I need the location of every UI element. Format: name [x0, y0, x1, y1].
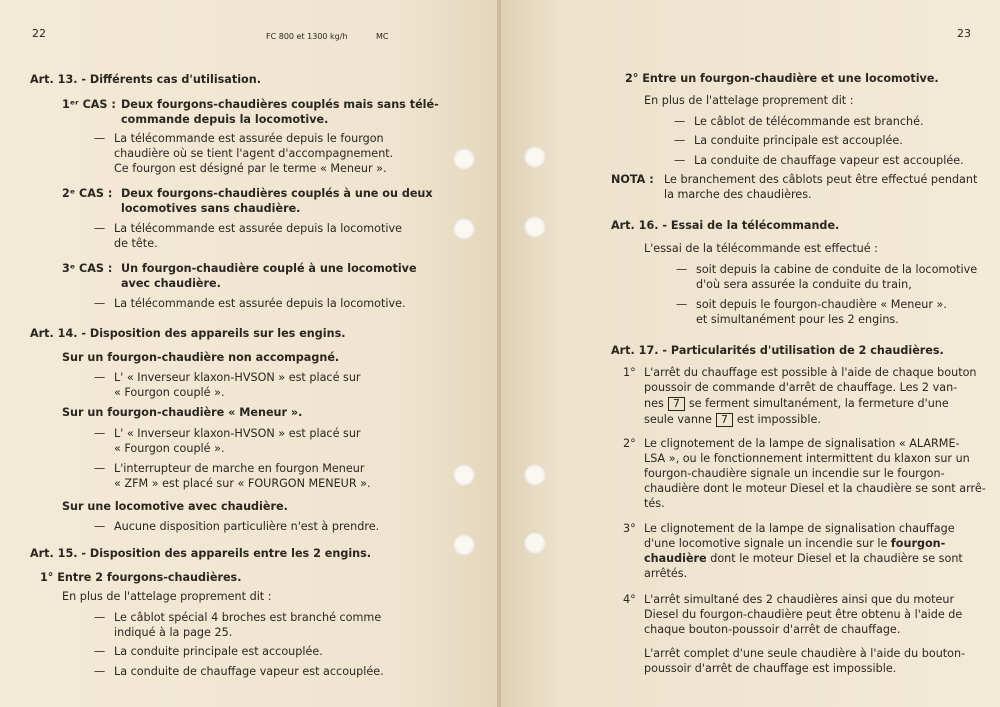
art14-title: Art. 14. - Disposition des appareils sur les engins.	[30, 327, 346, 340]
cas2-label: 2ᵉ CAS :	[62, 187, 113, 200]
art17-title: Art. 17. - Particularités d'utilisation de 2 chaudières.	[611, 344, 944, 357]
art15-title: Art. 15. - Disposition des appareils entre les 2 engins.	[30, 547, 372, 560]
dash: —	[94, 371, 106, 384]
binder-hole	[524, 146, 546, 168]
cas1-text-2: chaudière où se tient l'agent d'accompagnement.	[114, 147, 394, 160]
dash: —	[94, 645, 106, 658]
binder-hole	[524, 216, 546, 238]
dash: —	[94, 427, 106, 440]
item-number: 2°	[623, 437, 636, 450]
page-number: 23	[957, 27, 971, 40]
art14-sub1-text-2: « Fourgon couplé ».	[114, 386, 225, 399]
nota-text-2: la marche des chaudières.	[664, 188, 812, 201]
case2-item3: La conduite de chauffage vapeur est accouplée.	[694, 154, 964, 167]
cas1-label: 1ᵉʳ CAS :	[62, 98, 116, 111]
valve-number-box: 7	[668, 397, 685, 411]
cas1-text: La télécommande est assurée depuis le fourgon	[114, 132, 384, 145]
dash: —	[94, 520, 106, 533]
art17-p3: Le clignotement de la lampe de signalisation chauffage	[644, 522, 955, 535]
art15-case1: 1° Entre 2 fourgons-chaudières.	[40, 571, 242, 584]
dash: —	[674, 115, 686, 128]
art16-b: soit depuis le fourgon-chaudière « Meneur ».	[696, 298, 947, 311]
dash: —	[94, 611, 106, 624]
art17-p1: L'arrêt du chauffage est possible à l'aide de chaque bouton	[644, 366, 977, 379]
art14-sub3-text: Aucune disposition particulière n'est à prendre.	[114, 520, 380, 533]
art14-sub2-b-2: « ZFM » est placé sur « FOURGON MENEUR ».	[114, 477, 371, 490]
art14-sub2-a-2: « Fourgon couplé ».	[114, 442, 225, 455]
dash: —	[674, 154, 686, 167]
art17-p4-3: chaque bouton-poussoir d'arrêt de chauffage.	[644, 623, 901, 636]
cas2-text: La télécommande est assurée depuis la locomotive	[114, 222, 402, 235]
binder-hole	[524, 464, 546, 486]
item-number: 3°	[623, 522, 636, 535]
running-header: FC 800 et 1300 kg/h	[266, 32, 348, 41]
cas2-text-2: de tête.	[114, 237, 158, 250]
art17-p2-2: LSA », ou le fonctionnement intermittent du klaxon sur un	[644, 452, 970, 465]
cas1-heading-2: commande depuis la locomotive.	[121, 113, 329, 126]
cas3-label: 3ᵉ CAS :	[62, 262, 113, 275]
art15-item2: La conduite principale est accouplée.	[114, 645, 323, 658]
art14-sub2-a: L' « Inverseur klaxon-HVSON » est placé sur	[114, 427, 361, 440]
art17-p3-3: chaudière dont le moteur Diesel et la chaudière se sont	[644, 552, 963, 565]
art16-title: Art. 16. - Essai de la télécommande.	[611, 219, 840, 232]
right-page	[501, 0, 1000, 707]
dash: —	[94, 297, 106, 310]
binder-hole	[453, 464, 475, 486]
item-number: 1°	[623, 366, 636, 379]
art17-p2-5: tés.	[644, 497, 665, 510]
binder-hole	[453, 148, 475, 170]
art17-p5: L'arrêt complet d'une seule chaudière à l'aide du bouton-	[644, 647, 966, 660]
cas1-heading: Deux fourgons-chaudières couplés mais sans télé-	[121, 98, 439, 111]
art17-p5-2: poussoir d'arrêt de chauffage est impossible.	[644, 662, 897, 675]
cas1-text-3: Ce fourgon est désigné par le terme « Meneur ».	[114, 162, 387, 175]
case2-intro: En plus de l'attelage proprement dit :	[644, 94, 854, 107]
nota-text: Le branchement des câblots peut être effectué pendant	[664, 173, 978, 186]
art17-p1-3: nes 7 se ferment simultanément, la fermeture d'une	[644, 397, 949, 410]
art13-title: Art. 13. - Différents cas d'utilisation.	[30, 73, 261, 86]
art17-p1-2: poussoir de commande d'arrêt de chauffage. Les 2 van-	[644, 381, 958, 394]
art17-p4: L'arrêt simultané des 2 chaudières ainsi que du moteur	[644, 593, 955, 606]
art14-sub1-text: L' « Inverseur klaxon-HVSON » est placé sur	[114, 371, 361, 384]
case2-item1: Le câblot de télécommande est branché.	[694, 115, 924, 128]
dash: —	[674, 134, 686, 147]
art17-p3-4: arrêtés.	[644, 567, 688, 580]
cas2-heading-2: locomotives sans chaudière.	[121, 202, 301, 215]
art17-p4-2: Diesel du fourgon-chaudière peut être obtenu à l'aide de	[644, 608, 963, 621]
binder-hole	[524, 532, 546, 554]
binder-hole	[453, 534, 475, 556]
art16-b-2: et simultanément pour les 2 engins.	[696, 313, 899, 326]
dash: —	[94, 665, 106, 678]
art17-p3-2: d'une locomotive signale un incendie sur le fourgon-	[644, 537, 946, 550]
art16-a: soit depuis la cabine de conduite de la locomotive	[696, 263, 978, 276]
art14-sub2-b: L'interrupteur de marche en fourgon Meneur	[114, 462, 365, 475]
art17-p1-4: seule vanne 7 est impossible.	[644, 413, 821, 426]
dash: —	[94, 222, 106, 235]
dash: —	[676, 298, 688, 311]
nota-label: NOTA :	[611, 173, 654, 186]
art14-sub2: Sur un fourgon-chaudière « Meneur ».	[62, 406, 303, 419]
cas2-heading: Deux fourgons-chaudières couplés à une ou deux	[121, 187, 433, 200]
page-number: 22	[32, 27, 46, 40]
art17-p2-3: fourgon-chaudière signale un incendie sur le fourgon-	[644, 467, 945, 480]
art15-item3: La conduite de chauffage vapeur est accouplée.	[114, 665, 384, 678]
cas3-heading: Un fourgon-chaudière couplé à une locomotive	[121, 262, 417, 275]
left-page	[0, 0, 499, 707]
cas3-heading-2: avec chaudière.	[121, 277, 221, 290]
art15-item1-2: indiqué à la page 25.	[114, 626, 233, 639]
art16-intro: L'essai de la télécommande est effectué :	[644, 242, 878, 255]
item-number: 4°	[623, 593, 636, 606]
art16-a-2: d'où sera assurée la conduite du train,	[696, 278, 912, 291]
valve-number-box: 7	[716, 413, 733, 427]
cas3-text: La télécommande est assurée depuis la locomotive.	[114, 297, 406, 310]
case2-item2: La conduite principale est accouplée.	[694, 134, 903, 147]
art17-p2-4: chaudière dont le moteur Diesel et la chaudière se sont arrê-	[644, 482, 986, 495]
art17-p2: Le clignotement de la lampe de signalisation « ALARME-	[644, 437, 960, 450]
running-header-suffix: MC	[376, 32, 389, 41]
dash: —	[676, 263, 688, 276]
art15-item1: Le câblot spécial 4 broches est branché comme	[114, 611, 382, 624]
art15-case2: 2° Entre un fourgon-chaudière et une locomotive.	[625, 72, 939, 85]
binder-hole	[453, 218, 475, 240]
art14-sub3: Sur une locomotive avec chaudière.	[62, 500, 288, 513]
dash: —	[94, 462, 106, 475]
art15-intro: En plus de l'attelage proprement dit :	[62, 590, 272, 603]
dash: —	[94, 132, 106, 145]
art14-sub1: Sur un fourgon-chaudière non accompagné.	[62, 351, 340, 364]
